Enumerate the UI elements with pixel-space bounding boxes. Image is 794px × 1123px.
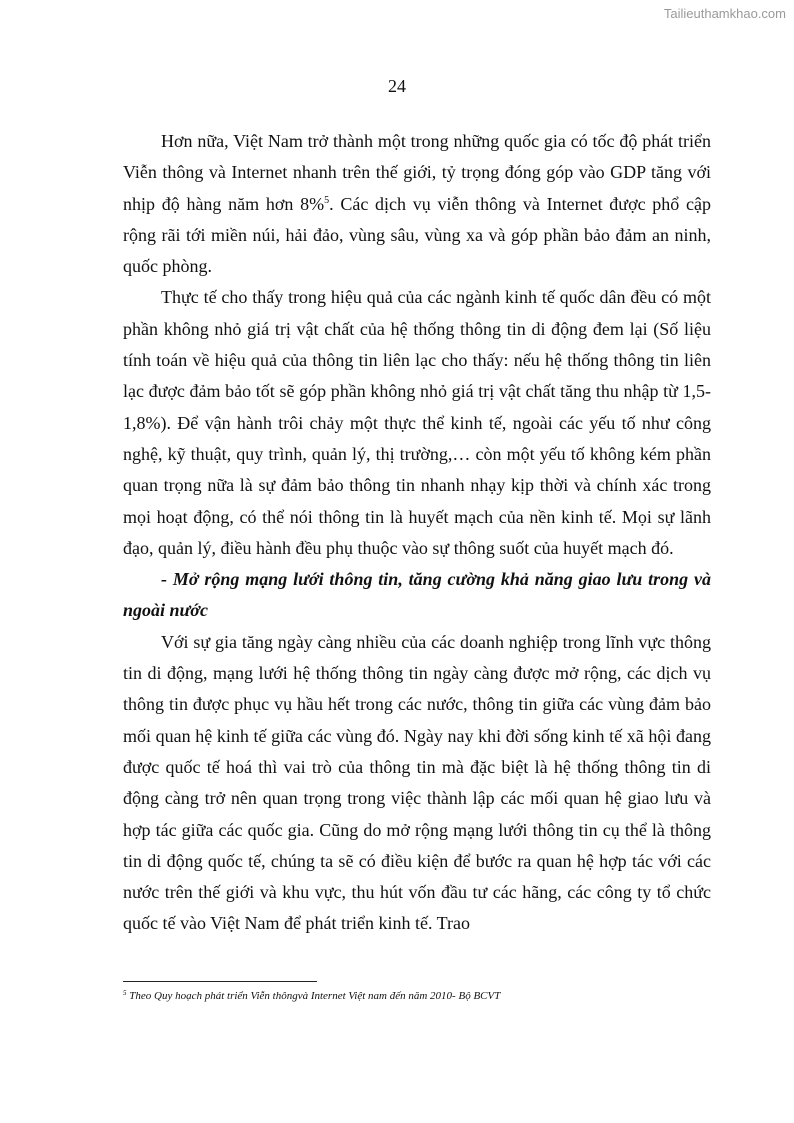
footnote-text: Theo Quy hoạch phát triển Viễn thôngvà Internet Việt nam đến năm 2010- Bộ BCVT	[126, 990, 501, 1002]
footnote	[123, 989, 711, 1003]
footnote-marker: 5	[123, 989, 127, 997]
body-text	[123, 126, 711, 940]
paragraph-3: Với sự gia tăng ngày càng nhiều của các doanh nghiệp trong lĩnh vực thông tin di động, mạng lưới hệ thống thông tin ngày càng được mở rộng, các dịch vụ thông tin được phục vụ hầu hết trong các nước, thông tin giữa các vùng đảm bảo mối quan hệ kinh tế giữa các vùng đó. Ngày nay khi đời sống kinh tế xã hội đang được quốc tế hoá thì vai trò của thông tin mà đặc biệt là hệ thống thông tin di động càng trở nên quan trọng trong việc thành lập các mối quan hệ giao lưu và hợp tác giữa các quốc gia. Cũng do mở rộng mạng lưới thông tin cụ thể là thông tin di động quốc tế, chúng ta sẽ có điều kiện để bước ra quan hệ hợp tác với các nước trên thế giới và khu vực, thu hút vốn đầu tư các hãng, các công ty tổ chức quốc tế vào Việt Nam để phát triển kinh tế. Trao	[123, 631, 711, 934]
section-heading: - Mở rộng mạng lưới thông tin, tăng cường khả năng giao lưu trong và ngoài nước	[123, 569, 711, 621]
paragraph-1-text-continued: . Các dịch vụ viễn thông và Internet được phổ cập rộng rãi tới miền núi, hải đảo, vùng sâu, vùng xa và góp phần bảo đảm an ninh, quốc phòng.	[123, 193, 711, 277]
paragraph-1	[123, 126, 711, 282]
paragraph-1-text: Hơn nữa, Việt Nam trở thành một trong những quốc gia có tốc độ phát triển Viễn thông và Internet nhanh trên thế giới, tỷ trọng đóng góp vào GDP tăng với nhịp độ hàng năm hơn 8%	[123, 131, 711, 214]
footnote-reference: 5	[324, 194, 330, 206]
footnote-separator	[123, 981, 317, 982]
watermark: Tailieuthamkhao.com	[663, 6, 786, 21]
page-number: 24	[388, 76, 406, 96]
paragraph-2: Thực tế cho thấy trong hiệu quả của các ngành kinh tế quốc dân đều có một phần không nhỏ giá trị vật chất của hệ thống thông tin di động đem lại (Số liệu tính toán về hiệu quả của thông tin liên lạc cho thấy: nếu hệ thống thông tin liên lạc được đảm bảo tốt sẽ góp phần không nhỏ giá trị vật chất tăng thu nhập từ 1,5-1,8%). Để vận hành trôi chảy một thực thể kinh tế, ngoài các yếu tố như công nghệ, kỹ thuật, quy trình, quản lý, thị trường,… còn một yếu tố không kém phần quan trọng nữa là sự đảm bảo thông tin nhanh nhạy kịp thời và chính xác trong mọi hoạt động, có thể nói thông tin là huyết mạch của nền kinh tế. Mọi sự lãnh đạo, quản lý, điều hành đều phụ thuộc vào sự thông suốt của huyết mạch đó.	[123, 287, 711, 558]
